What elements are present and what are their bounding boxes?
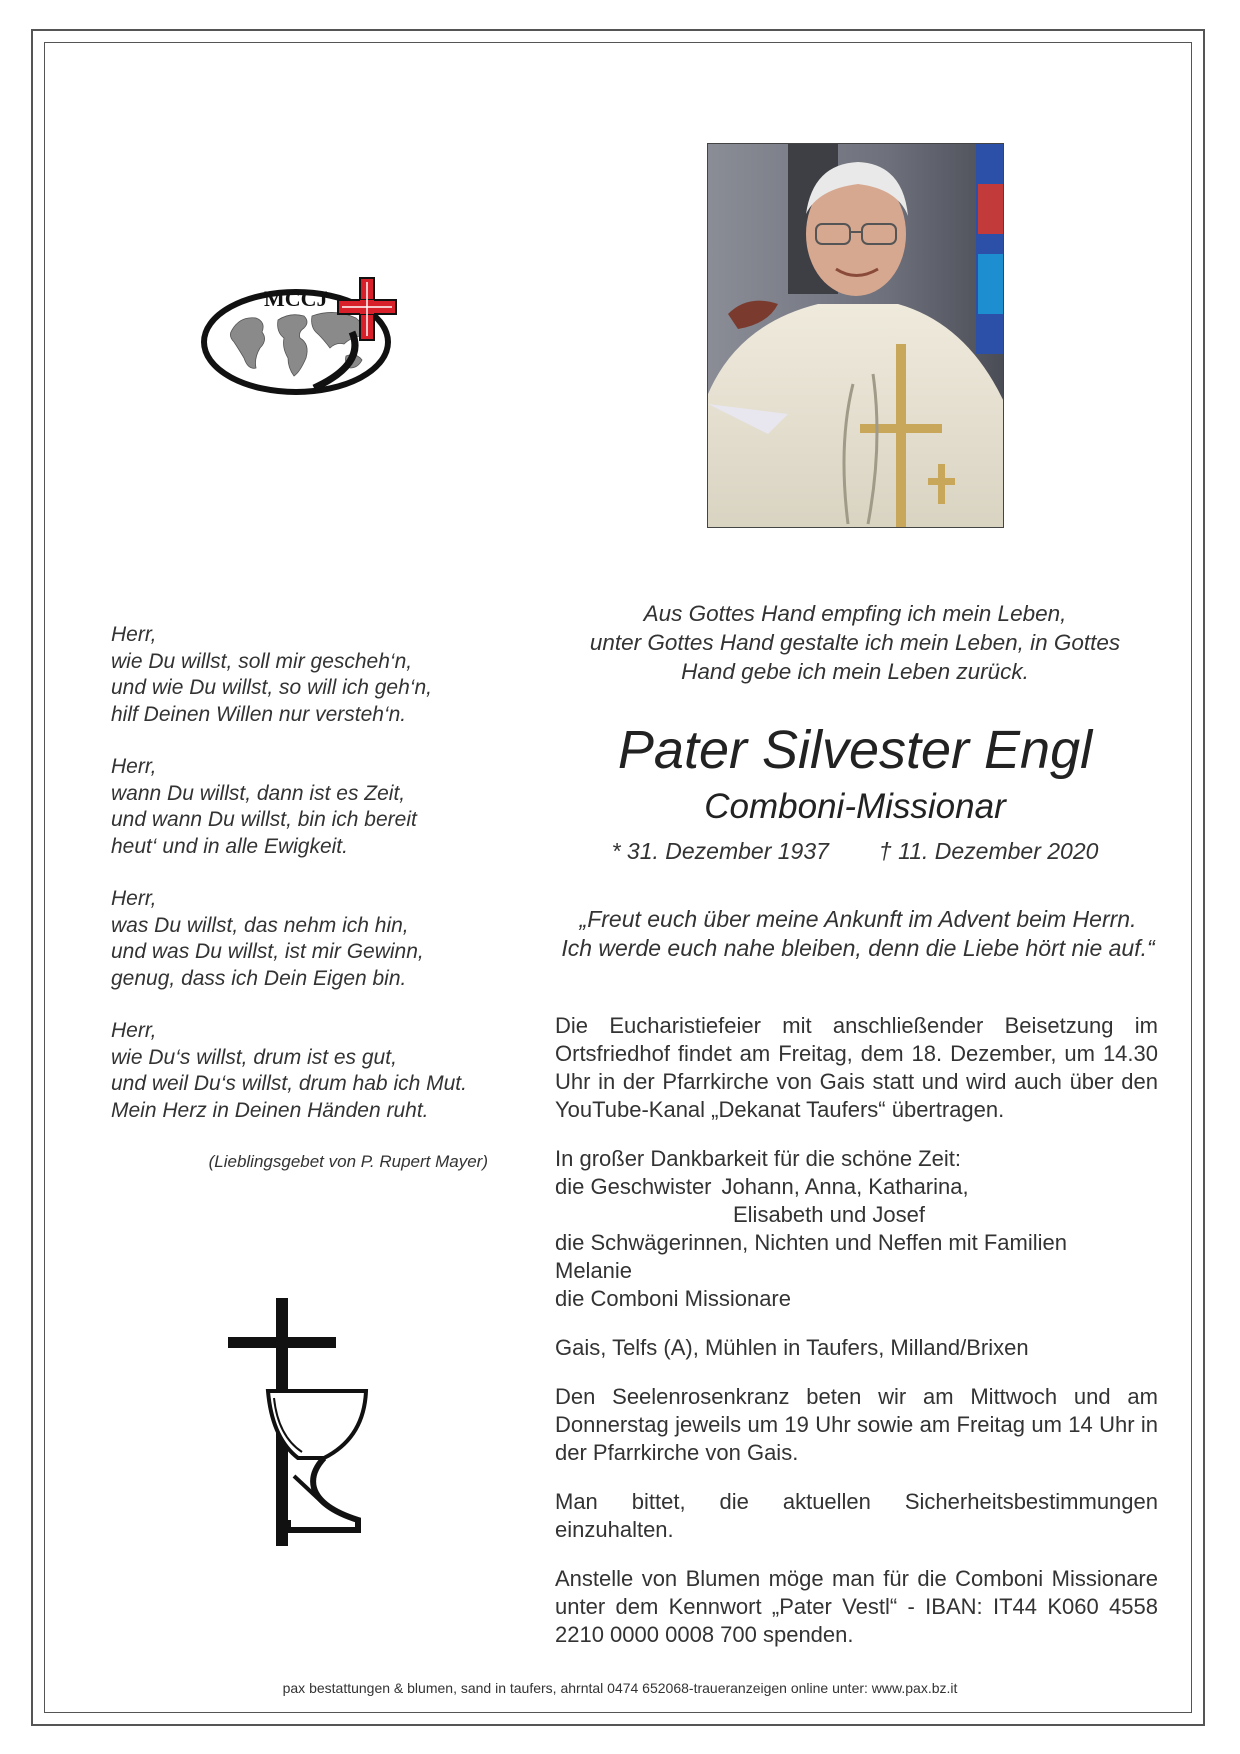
footer-contact: pax bestattungen & blumen, sand in taufers, ahrntal 0474 652068-traueranzeigen online unter: www.pax.bz.it [282, 1680, 958, 1696]
prayer-line: und weil Du‘s willst, drum hab ich Mut. [111, 1072, 467, 1095]
prayer-stanza [111, 886, 531, 992]
portrait-photo [707, 143, 1004, 528]
prayer-stanza [111, 1018, 531, 1124]
prayer-line: Mein Herz in Deinen Händen ruht. [111, 1098, 429, 1122]
mourners-intro: In großer Dankbarkeit für die schöne Zeit: [555, 1146, 961, 1171]
portrait-image [708, 144, 1004, 528]
mourners-line: Melanie [555, 1258, 633, 1283]
motto-line: Hand gebe ich mein Leben zurück. [681, 659, 1029, 684]
siblings-names-2: Elisabeth und Josef [733, 1202, 926, 1227]
prayer-line: heut‘ und in alle Ewigkeit. [111, 834, 348, 858]
deceased-name: Pater Silvester Engl [617, 720, 1093, 780]
prayer-line: genug, dass ich Dein Eigen bin. [111, 966, 407, 990]
quote-line: Ich werde euch nahe bleiben, denn die Liebe hört nie auf.“ [561, 935, 1155, 961]
rosary-paragraph: Den Seelenrosenkranz beten wir am Mittwoch und am Donnerstag jeweils um 19 Uhr sowie am Freitag um 14 Uhr in der Pfarrkirche von Gais. [555, 1384, 1158, 1465]
motto-line: unter Gottes Hand gestalte ich mein Leben, in Gottes [589, 630, 1121, 655]
mourners-siblings [555, 1173, 1158, 1201]
prayer-source: (Lieblingsgebet von P. Rupert Mayer) [208, 1152, 488, 1171]
prayer-stanza [111, 754, 531, 860]
flowers-paragraph: Anstelle von Blumen möge man für die Comboni Missionare unter dem Kennwort „Pater Vestl“ - IBAN: IT44 K060 4558 2210 0000 0008 700 spenden. [555, 1566, 1158, 1647]
prayer-line: Herr, [111, 1019, 157, 1042]
funeral-paragraph: Die Eucharistiefeier mit anschließender Beisetzung im Ortsfriedhof findet am Freitag, dem 18. Dezember, um 14.30 Uhr in der Pfarrkirche von Gais statt und wird auch über den YouTube-Kanal „Dekanat Taufers“ übertragen. [555, 1013, 1158, 1122]
life-dates [555, 836, 1155, 866]
prayer-text [111, 622, 531, 1150]
cross-chalice-icon [228, 1298, 378, 1546]
motto-line: Aus Gottes Hand empfing ich mein Leben, [643, 601, 1067, 626]
prayer-line: was Du willst, das nehm ich hin, [111, 913, 409, 937]
siblings-label: die Geschwister [555, 1174, 712, 1199]
quote [553, 905, 1163, 963]
announcement-body [555, 1012, 1158, 1670]
prayer-line: wann Du willst, dann ist es Zeit, [111, 781, 406, 805]
logo-text: MCCJ [264, 286, 328, 311]
prayer-line: wie Du‘s willst, drum ist es gut, [111, 1045, 397, 1069]
deceased-role: Comboni-Missionar [704, 787, 1006, 826]
prayer-line: Herr, [111, 887, 157, 910]
siblings-names-1: Johann, Anna, Katharina, [721, 1174, 969, 1199]
mourners-line: die Schwägerinnen, Nichten und Neffen mit Familien [555, 1230, 1067, 1255]
prayer-line: hilf Deinen Willen nur versteh‘n. [111, 702, 407, 726]
mourners-paragraph [555, 1145, 1158, 1313]
mourners-line: die Comboni Missionare [555, 1286, 791, 1311]
birth-date: * 31. Dezember 1937 [611, 838, 829, 864]
motto [555, 599, 1155, 686]
prayer-line: und was Du willst, ist mir Gewinn, [111, 940, 424, 963]
places-paragraph: Gais, Telfs (A), Mühlen in Taufers, Milland/Brixen [555, 1335, 1029, 1360]
prayer-stanza [111, 622, 531, 728]
prayer-line: und wie Du willst, so will ich geh‘n, [111, 676, 432, 699]
prayer-line: und wann Du willst, bin ich bereit [111, 808, 417, 831]
quote-line: „Freut euch über meine Ankunft im Advent beim Herrn. [579, 906, 1137, 932]
prayer-line: Herr, [111, 755, 157, 778]
death-date: † 11. Dezember 2020 [878, 838, 1099, 864]
prayer-line: wie Du willst, soll mir gescheh‘n, [111, 649, 413, 673]
safety-paragraph: Man bittet, die aktuellen Sicherheitsbestimmungen einzuhalten. [555, 1489, 1158, 1542]
mccj-logo [200, 272, 400, 400]
prayer-line: Herr, [111, 623, 157, 646]
